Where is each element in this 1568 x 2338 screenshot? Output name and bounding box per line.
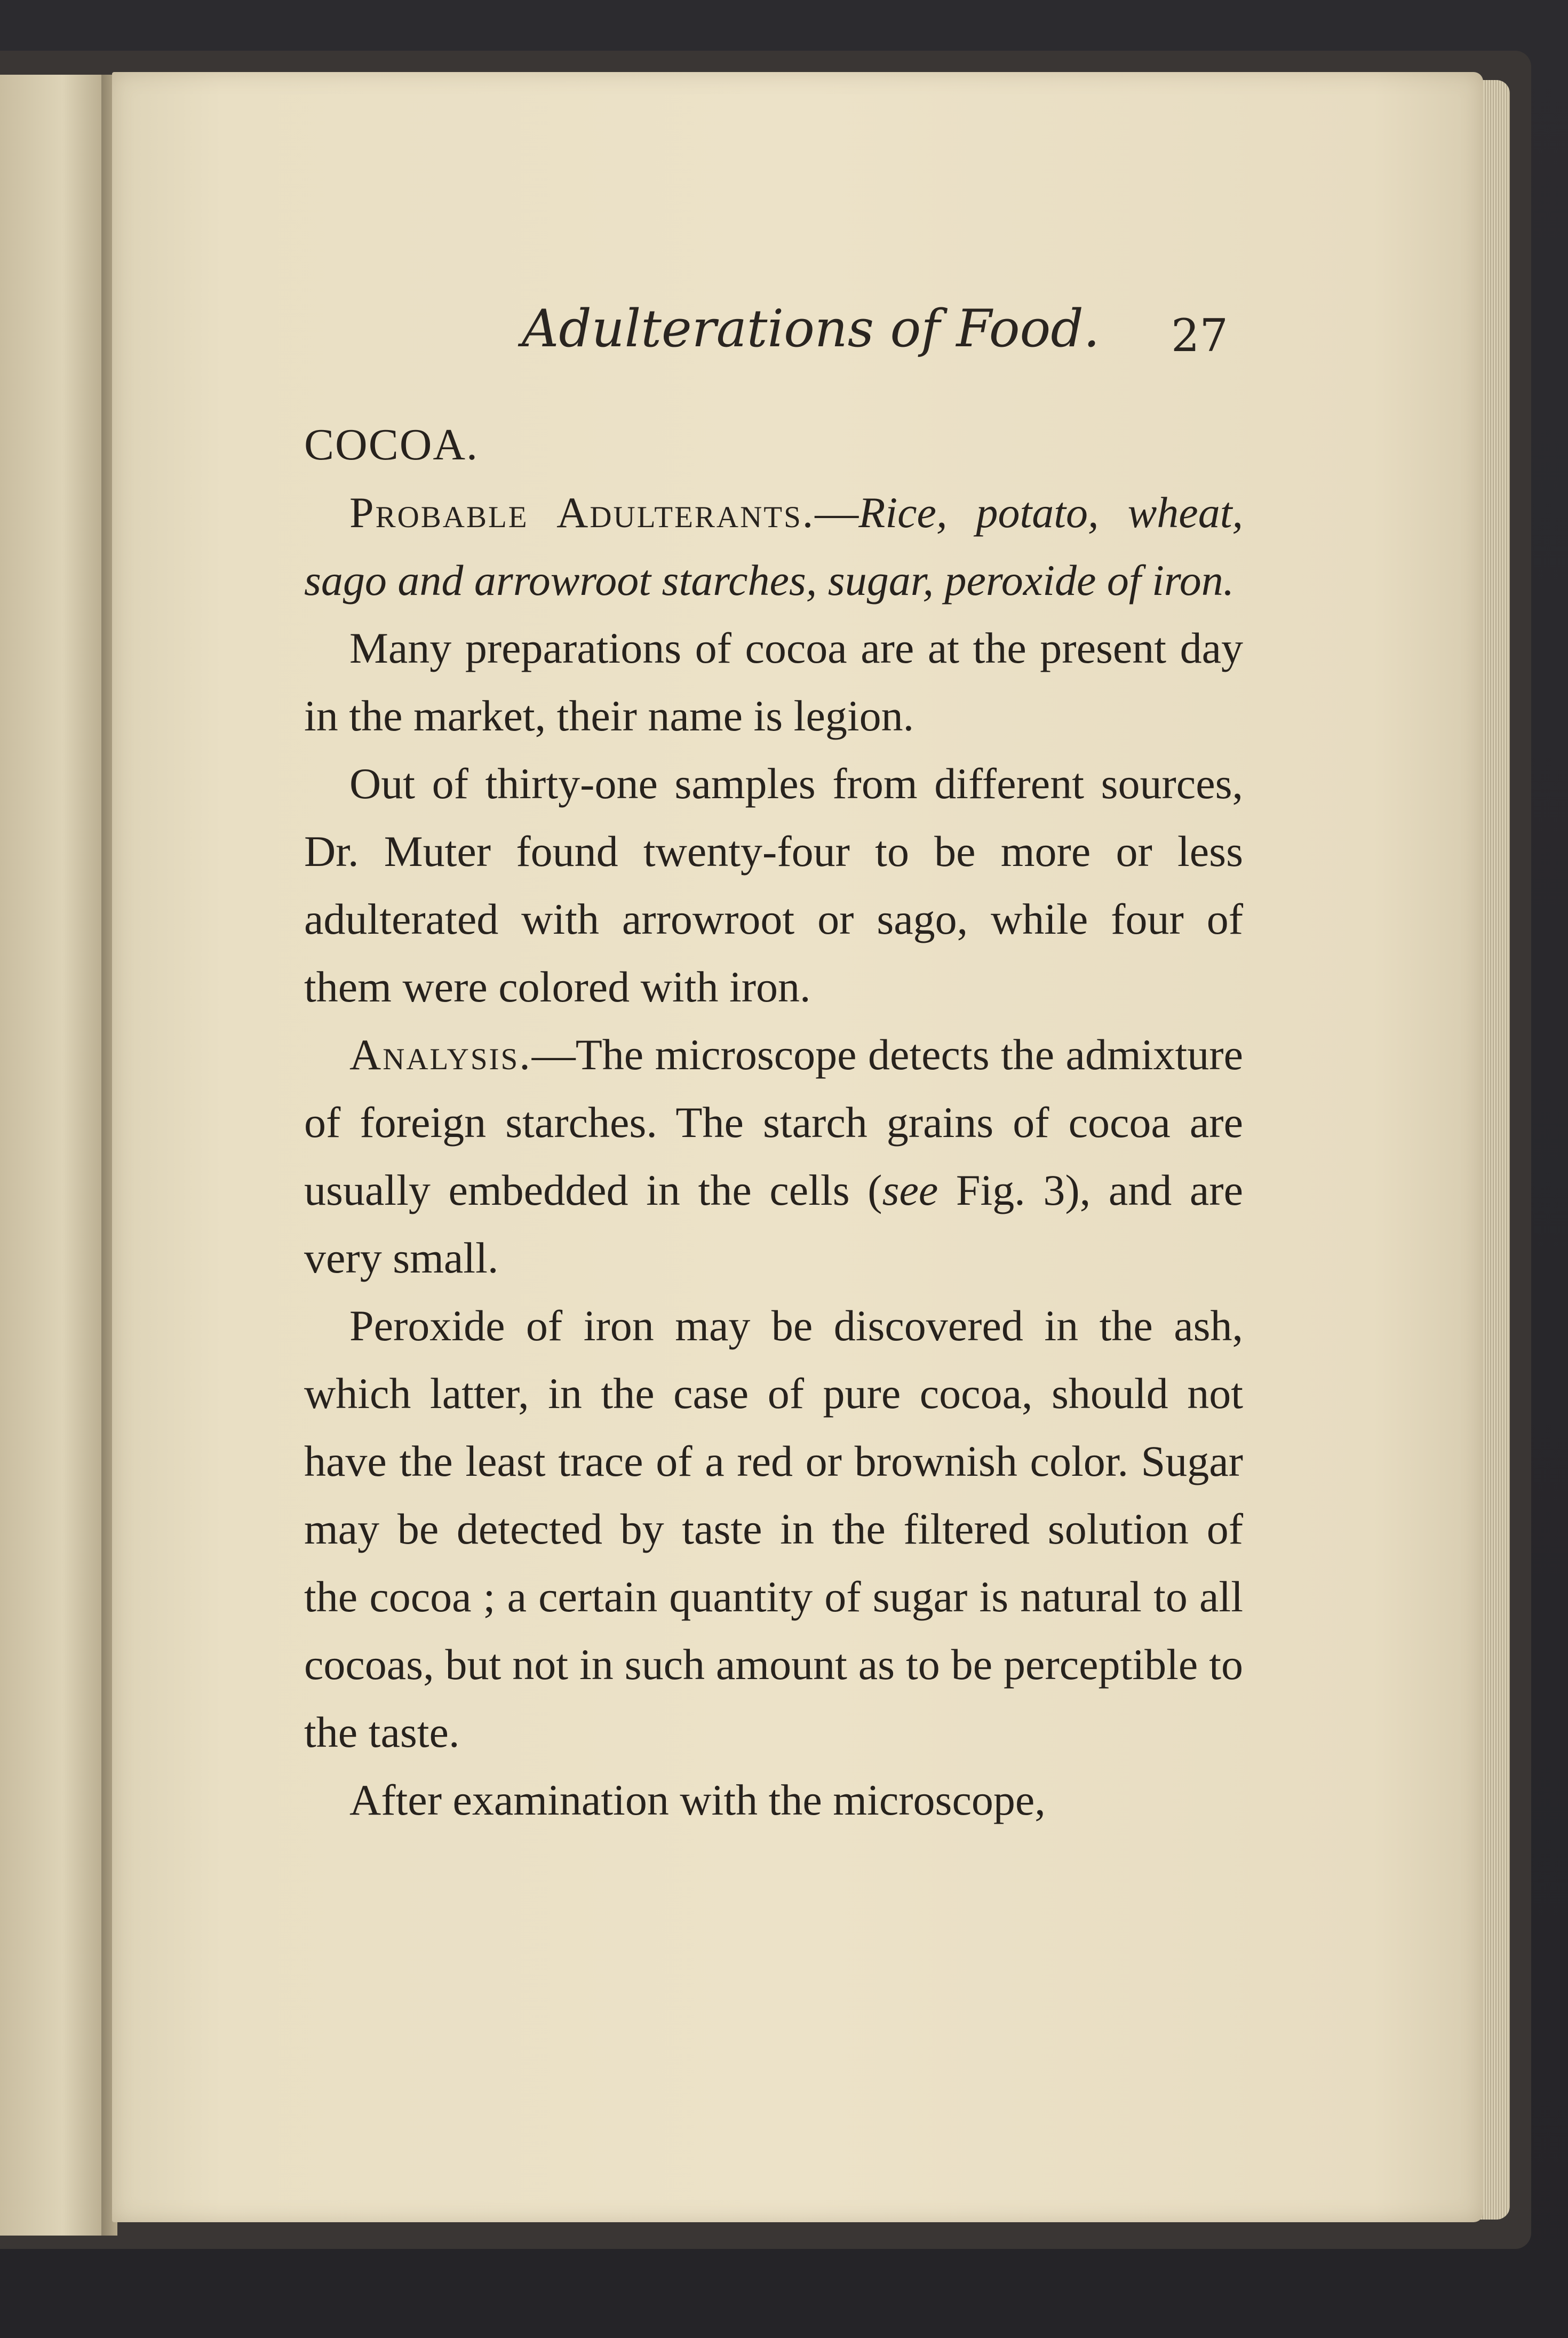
- paragraph-samples: Out of thirty-one samples from different sources, Dr. Muter found twenty-four to be more or less adulterated with arrowroot or sago, while four of them were colored with iron.: [304, 759, 1243, 1011]
- adulterants-dash: —: [815, 488, 859, 537]
- analysis-label: Analysis.: [349, 1030, 532, 1079]
- analysis-text-before: The microscope detects the admixture of foreign starches. The starch grains of cocoa are usually embedded in the cells (: [304, 1030, 1243, 1214]
- left-page-edge: [0, 75, 106, 2236]
- running-header: Adulterations of Food.: [522, 299, 1100, 359]
- page-number: 27: [1171, 309, 1228, 362]
- paragraph-analysis: [304, 1021, 1243, 1292]
- page-stack-edge: [1481, 80, 1510, 2220]
- adulterants-label: Probable Adulterants.: [349, 488, 815, 537]
- analysis-dash: —: [531, 1030, 576, 1079]
- analysis-text-after: Fig. 3), and are very small.: [304, 1166, 1244, 1282]
- paragraph-after-examination: After examination with the microscope,: [349, 1776, 1046, 1824]
- adulterants-list: Rice, potato, wheat, sago and arrowroot starches, sugar, peroxide of iron.: [304, 488, 1243, 605]
- paragraph-preparations: Many preparations of cocoa are at the present day in the market, their name is legion.: [304, 624, 1243, 740]
- analysis-italic-see: see: [882, 1166, 938, 1214]
- section-title: COCOA.: [304, 420, 479, 470]
- page-text: [304, 411, 1243, 1834]
- paragraph-peroxide: Peroxide of iron may be discovered in the ash, which latter, in the case of pure cocoa, should not have the least trace of a red or brownish color. Sugar may be detected by taste in the filtered solution of the cocoa ; a certain quantity of sugar is natural to all cocoas, but not in such amount as to be perceptible to the taste.: [304, 1301, 1243, 1756]
- paragraph-adulterants: [304, 479, 1243, 614]
